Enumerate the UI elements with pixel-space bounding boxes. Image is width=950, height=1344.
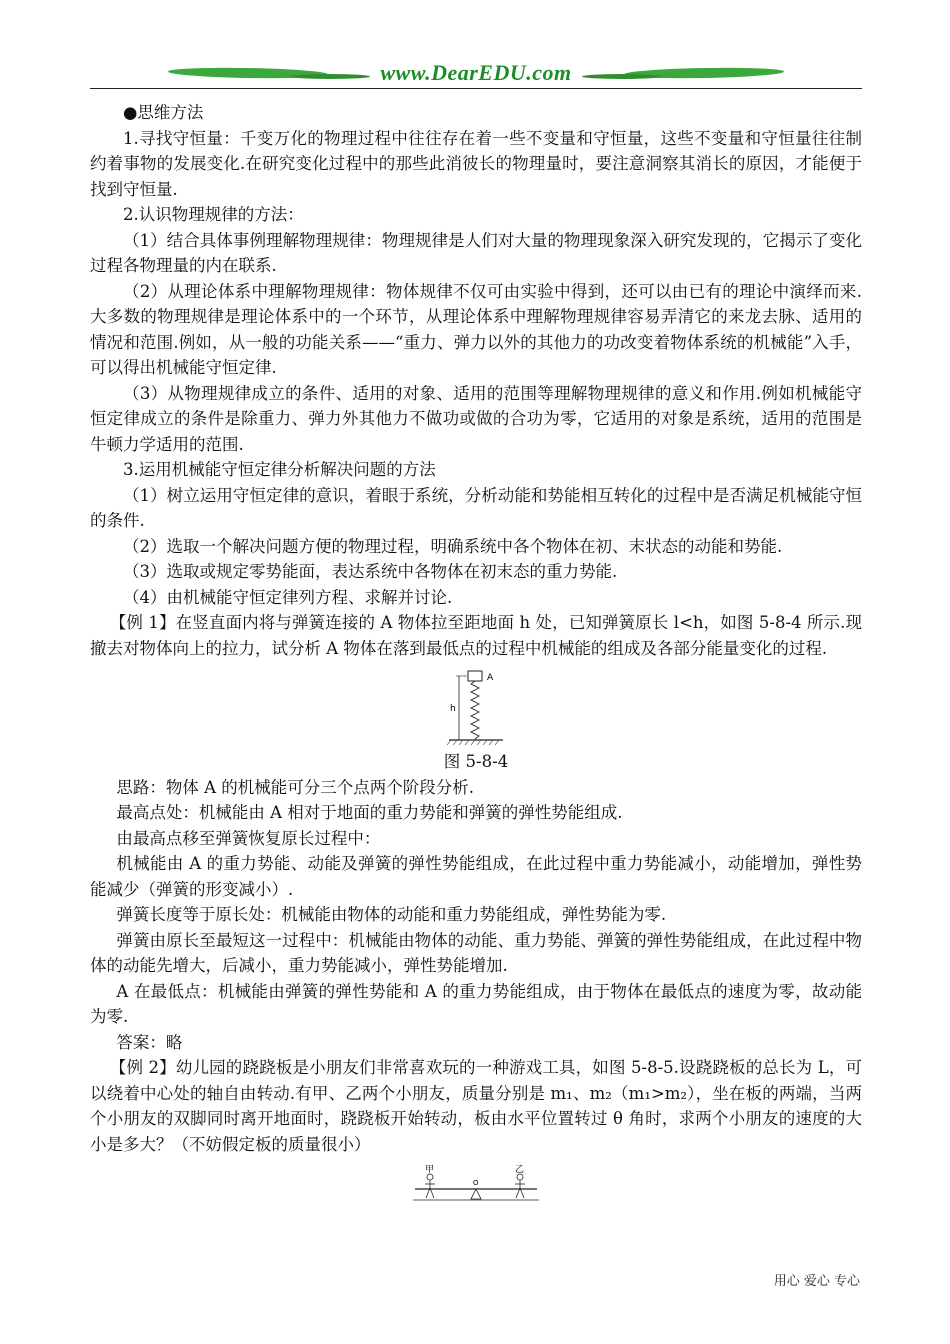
block-a	[468, 671, 482, 681]
header-site-logo: www.DearEDU.com	[380, 60, 572, 85]
paragraph: 答案：略	[116, 1032, 183, 1052]
paragraph: 2.认识物理规律的方法：	[123, 205, 304, 224]
label-h: h	[450, 704, 456, 714]
paragraph: 机械能由 A 的重力势能、动能及弹簧的弹性势能组成，在此过程中重力势能减小，动能增加，弹性势能减少（弹簧的形变减小）.	[90, 854, 862, 899]
paragraph: （2）选取一个解决问题方便的物理过程，明确系统中各个物体在初、末状态的动能和势能.	[123, 536, 783, 556]
paragraph: A 在最低点：机械能由弹簧的弹性势能和 A 的重力势能组成，由于物体在最低点的速度为零，故动能为零.	[90, 981, 862, 1026]
example-1-text: 【例 1】在竖直面内将与弹簧连接的 A 物体拉至距地面 h 处，已知弹簧原长 l<h，如图 5-8-4 所示.现撤去对物体向上的拉力，试分析 A 物体在落到最低点的过程中机械能的组成及各部分能量变化的过程.	[90, 613, 862, 658]
child-right-figure	[515, 1174, 525, 1198]
label-jia: 甲	[425, 1165, 435, 1175]
figure-caption: 图 5-8-4	[443, 752, 509, 771]
page-footer: 用心 爱心 专心	[773, 1274, 860, 1289]
paragraph: （3）选取或规定零势能面，表达系统中各物体在初末态的重力势能.	[123, 562, 618, 581]
paragraph: 由最高点移至弹簧恢复原长过程中：	[116, 828, 381, 848]
paragraph: （2）从理论体系中理解物理规律：物体规律不仅可由实验中得到，还可以由已有的理论中演绎而来.大多数的物理规律是理论体系中的一个环节，从理论体系中理解物理规律容易弄清它的来龙去脉、适用的情况和范围.例如，从一般的功能关系——“重力、弹力以外的其他力的功改变着物体系统的机械能”入手，可以得出机械能守恒定律.	[90, 281, 862, 377]
paragraph: 思路：物体 A 的机械能可分三个点两个阶段分析.	[116, 777, 475, 797]
ground-hatching	[447, 740, 499, 745]
paragraph: （4）由机械能守恒定律列方程、求解并讨论.	[123, 587, 453, 607]
spring	[471, 681, 479, 739]
seesaw-pivot	[471, 1189, 481, 1199]
figure-5-8-4-spring-diagram	[441, 667, 511, 749]
paragraph: 3.运用机械能守恒定律分析解决问题的方法	[123, 460, 436, 479]
child-left-figure	[425, 1174, 435, 1198]
label-pivot-o: O	[473, 1179, 479, 1187]
paragraph: 弹簧由原长至最短这一过程中：机械能由物体的动能、重力势能、弹簧的弹性势能组成，在此过程中物体的动能先增大，后减小，重力势能减小，弹性势能增加.	[90, 930, 862, 975]
document-body	[90, 100, 862, 1209]
paragraph: 1.寻找守恒量：千变万化的物理过程中往往存在着一些不变量和守恒量，这些不变量和守恒量往往制约着事物的发展变化.在研究变化过程中的那些此消彼长的物理量时，要注意洞察其消长的原因，才能便于找到守恒量.	[90, 128, 862, 199]
figure-5-8-5-seesaw-diagram	[411, 1163, 541, 1209]
paragraph: （1）树立运用守恒定律的意识，着眼于系统，分析动能和势能相互转化的过程中是否满足机械能守恒的条件.	[90, 485, 862, 530]
paragraph: （1）结合具体事例理解物理规律：物理规律是人们对大量的物理现象深入研究发现的，它揭示了变化过程各物理量的内在联系.	[90, 230, 862, 275]
page-header	[90, 58, 862, 92]
section-heading: ●思维方法	[123, 103, 204, 122]
paragraph: 最高点处：机械能由 A 相对于地面的重力势能和弹簧的弹性势能组成.	[116, 803, 623, 822]
label-a: A	[487, 673, 494, 683]
paragraph: （3）从物理规律成立的条件、适用的对象、适用的范围等理解物理规律的意义和作用.例如机械能守恒定律成立的条件是除重力、弹力外其他力不做功或做的合功为零，它适用的对象是系统，适用的范围是牛顿力学适用的范围.	[90, 383, 862, 454]
example-2-text: 【例 2】幼儿园的跷跷板是小朋友们非常喜欢玩的一种游戏工具，如图 5-8-5.设跷跷板的总长为 L，可以绕着中心处的轴自由转动.有甲、乙两个小朋友，质量分别是 m₁、m₂（m₁>m₂），坐在板的两端，当两个小朋友的双脚同时离开地面时，跷跷板开始转动，板由水平位置转过 θ 角时，求两个小朋友的速度的大小是多大？（不妨假定板的质量很小）	[90, 1058, 862, 1154]
paragraph: 弹簧长度等于原长处：机械能由物体的动能和重力势能组成，弹性势能为零.	[116, 905, 667, 924]
header-rule	[90, 88, 862, 89]
label-yi: 乙	[515, 1165, 525, 1175]
